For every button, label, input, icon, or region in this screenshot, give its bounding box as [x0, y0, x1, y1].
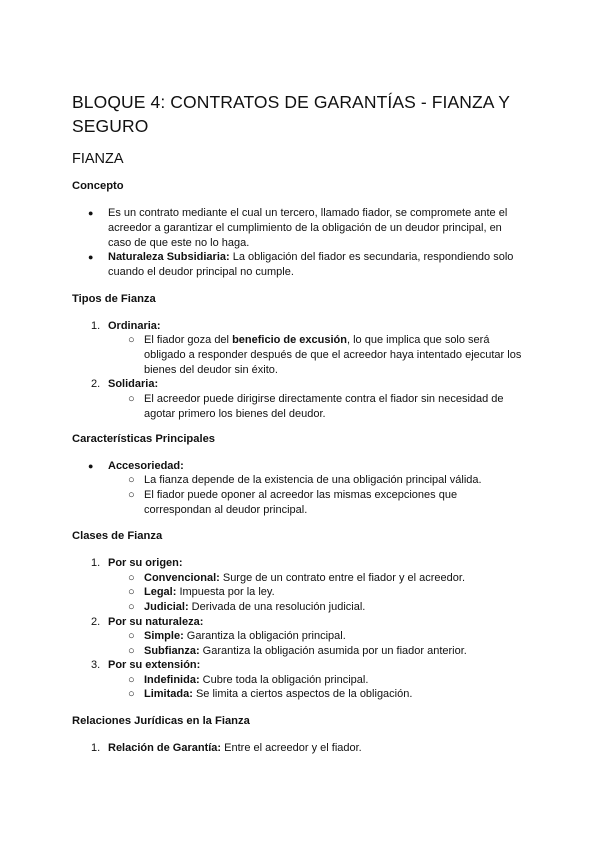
circle-bullet-icon: ○: [128, 572, 135, 584]
ordinaria-line-1: El fiador goza del beneficio de excusión, lo que implica que solo será: [144, 334, 490, 346]
accesoriedad-sub-1: La fianza depende de la existencia de una obligación principal válida.: [144, 474, 482, 486]
circle-bullet-icon: ○: [128, 393, 135, 405]
doc-title-line-2: SEGURO: [72, 116, 149, 136]
naturaleza-subfianza: Subfianza: Garantiza la obligación asumida por un fiador anterior.: [144, 645, 467, 657]
list-number: 1.: [91, 557, 101, 569]
term-naturaleza-subsidiaria: Naturaleza Subsidiaria:: [108, 251, 230, 263]
concepto-b1-line-1: Es un contrato mediante el cual un tercero, llamado fiador, se compromete ante el: [108, 207, 508, 219]
heading-caracteristicas: Características Principales: [72, 433, 216, 445]
accesoriedad-sub-2-line-2: correspondan al deudor principal.: [144, 504, 308, 516]
tipo-solidaria: Solidaria:: [108, 378, 159, 390]
clase-origen: Por su origen:: [108, 557, 183, 569]
relacion-garantia: Relación de Garantía: Entre el acreedor y el fiador.: [108, 742, 362, 754]
accesoriedad-sub-2-line-1: El fiador puede oponer al acreedor las mismas excepciones que: [144, 489, 458, 501]
heading-relaciones: Relaciones Jurídicas en la Fianza: [72, 715, 250, 727]
circle-bullet-icon: ○: [128, 674, 135, 686]
bullet-icon: ●: [88, 208, 94, 218]
circle-bullet-icon: ○: [128, 474, 135, 486]
circle-bullet-icon: ○: [128, 489, 135, 501]
circle-bullet-icon: ○: [128, 630, 135, 642]
circle-bullet-icon: ○: [128, 645, 135, 657]
solidaria-line-2: agotar primero los bienes del deudor.: [144, 408, 326, 420]
list-number: 1.: [91, 742, 101, 754]
clase-naturaleza: Por su naturaleza:: [108, 616, 204, 628]
doc-title-line-1: BLOQUE 4: CONTRATOS DE GARANTÍAS - FIANZA Y: [72, 92, 510, 112]
caracteristica-accesoriedad: Accesoriedad:: [108, 460, 184, 472]
list-number: 2.: [91, 616, 101, 628]
list-number: 2.: [91, 378, 101, 390]
heading-clases: Clases de Fianza: [72, 530, 163, 542]
list-number: 3.: [91, 659, 101, 671]
concepto-b2-line-1: Naturaleza Subsidiaria: La obligación del fiador es secundaria, respondiendo solo: [108, 251, 514, 263]
solidaria-line-1: El acreedor puede dirigirse directamente contra el fiador sin necesidad de: [144, 393, 504, 405]
bullet-icon: ●: [88, 461, 94, 471]
section-title-fianza: FIANZA: [72, 151, 124, 167]
heading-concepto: Concepto: [72, 180, 124, 192]
concepto-b2-line-2: cuando el deudor principal no cumple.: [108, 266, 294, 278]
term-beneficio-excusion: beneficio de excusión: [232, 334, 347, 346]
naturaleza-simple: Simple: Garantiza la obligación principal.: [144, 630, 346, 642]
concepto-b1-line-2: acreedor a garantizar el cumplimiento de la obligación de un deudor principal, en: [108, 222, 502, 234]
ordinaria-line-3: bienes del deudor sin éxito.: [144, 364, 278, 376]
list-number: 1.: [91, 320, 101, 332]
heading-tipos: Tipos de Fianza: [72, 293, 156, 305]
clase-extension: Por su extensión:: [108, 659, 201, 671]
extension-limitada: Limitada: Se limita a ciertos aspectos de la obligación.: [144, 688, 413, 700]
bullet-icon: ●: [88, 252, 94, 262]
origen-judicial: Judicial: Derivada de una resolución judicial.: [144, 601, 366, 613]
ordinaria-line-2: obligado a responder después de que el acreedor haya intentado ejecutar los: [144, 349, 522, 361]
tipo-ordinaria: Ordinaria:: [108, 320, 161, 332]
concepto-b1-line-3: caso de que este no lo haga.: [108, 237, 250, 249]
extension-indefinida: Indefinida: Cubre toda la obligación principal.: [144, 674, 369, 686]
origen-legal: Legal: Impuesta por la ley.: [144, 586, 275, 598]
circle-bullet-icon: ○: [128, 688, 135, 700]
circle-bullet-icon: ○: [128, 601, 135, 613]
circle-bullet-icon: ○: [128, 586, 135, 598]
origen-convencional: Convencional: Surge de un contrato entre el fiador y el acreedor.: [144, 572, 466, 584]
circle-bullet-icon: ○: [128, 334, 135, 346]
